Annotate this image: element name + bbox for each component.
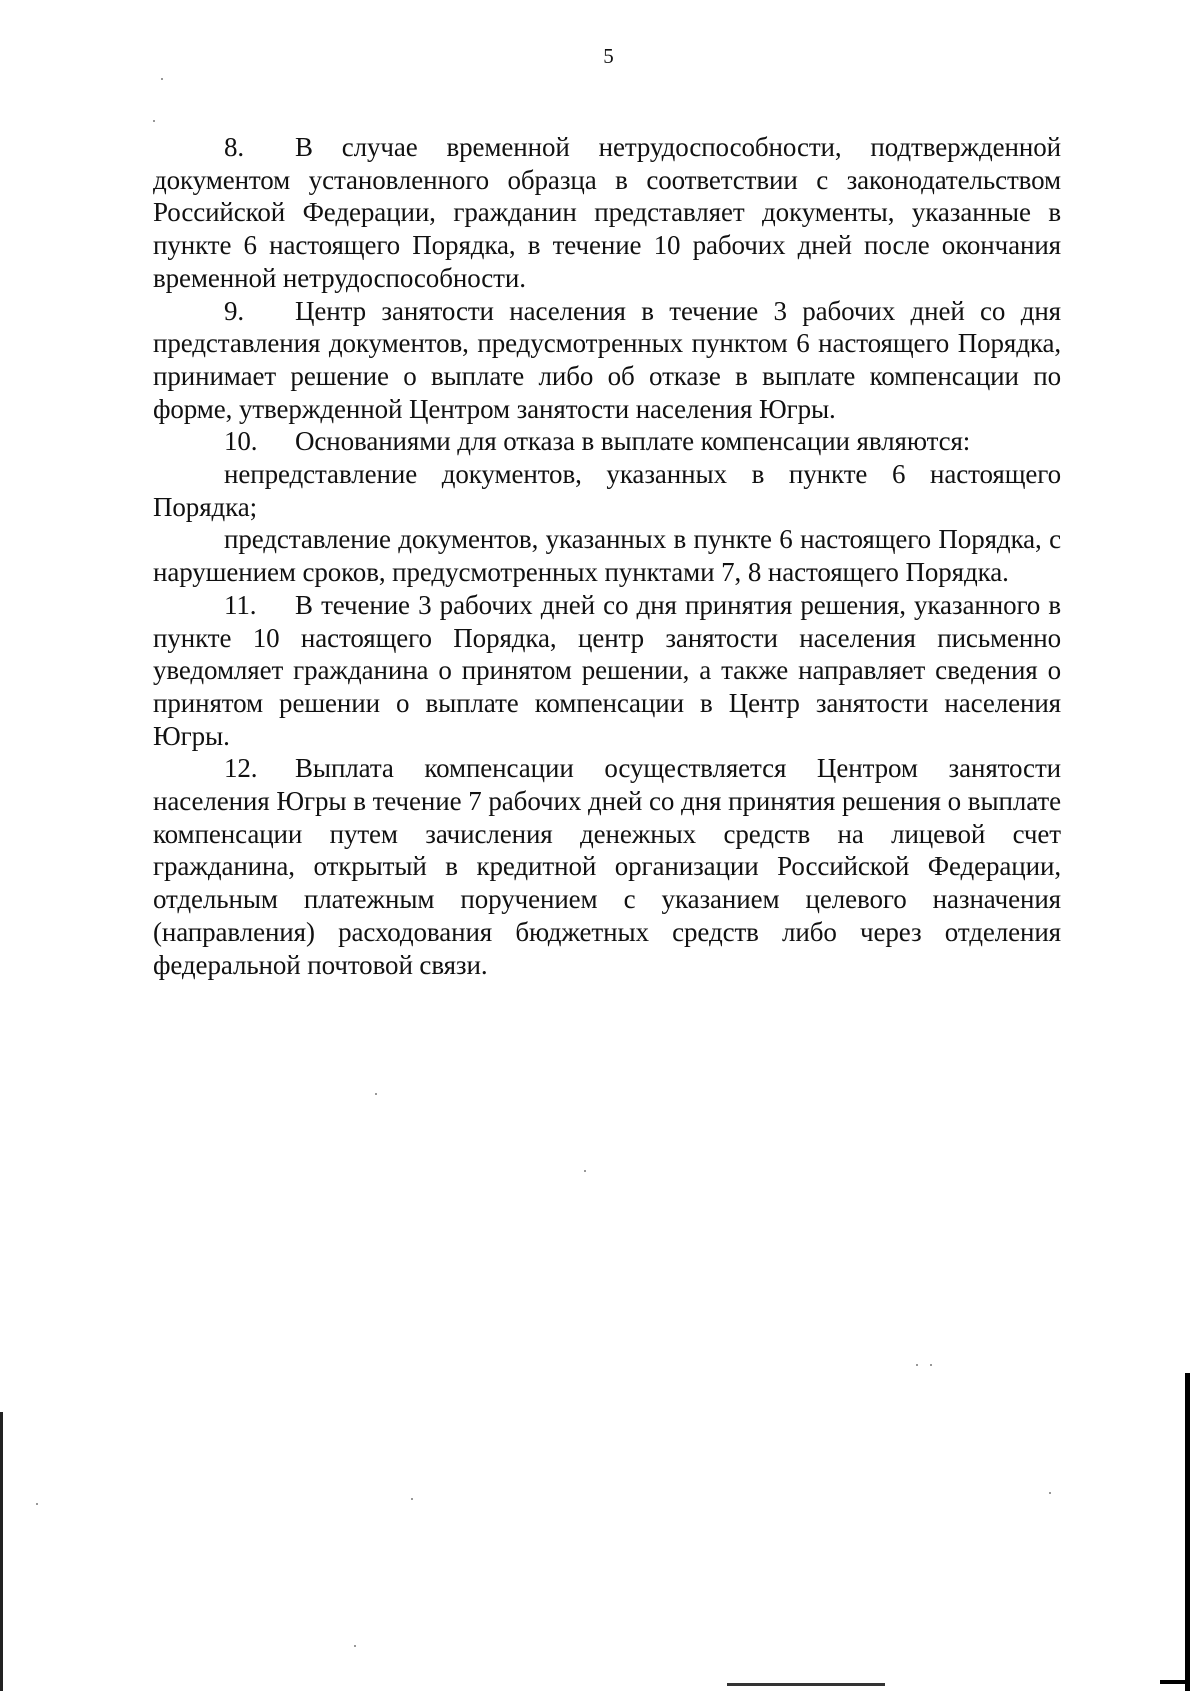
paragraph-text: Основаниями для отказа в выплате компенсации являются: — [295, 426, 971, 457]
scan-speck — [411, 1498, 413, 1500]
scan-speck — [916, 1364, 918, 1366]
scan-edge-right-foot — [1160, 1680, 1190, 1684]
paragraph-text: Выплата компенсации осуществляется Центром занятости населения Югры в течение 7 рабочих дней со дня принятия решения о выплате компенсации путем зачисления денежных средств на лицевой счет гражданина, открытый в кредитной организации Российской Федерации, отдельным платежным поручением с указанием целевого назначения (направления) расходования бюджетных средств либо через отделения федеральной почтовой связи. — [153, 753, 1061, 980]
scan-speck — [584, 1170, 586, 1172]
paragraph-text: Центр занятости населения в течение 3 рабочих дней со дня представления документов, предусмотренных пунктом 6 настоящего Порядка, принимает решение о выплате либо об отказе в выплате компенсации по форме, утвержденной Центром занятости населения Югры. — [153, 295, 1061, 424]
paragraph-text: В случае временной нетрудоспособности, подтвержденной документом установленного образца в соответствии с законодательством Российской Федерации, гражданин представляет документы, указанные в пункте 6 настоящего Порядка, в течение 10 рабочих дней после окончания временной нетрудоспособности. — [153, 132, 1061, 293]
scan-speck — [354, 1645, 356, 1647]
paragraph-10-item-2 — [153, 523, 1061, 588]
paragraph-10 — [153, 425, 1061, 458]
scan-speck — [36, 1503, 38, 1505]
paragraph-12 — [153, 752, 1061, 981]
paragraph-number: 12. — [224, 753, 258, 784]
scan-speck — [153, 120, 155, 122]
scan-edge-right — [1185, 1373, 1190, 1691]
paragraph-9 — [153, 295, 1061, 426]
paragraph-text: представление документов, указанных в пункте 6 настоящего Порядка, с нарушением сроков, предусмотренных пунктами 7, 8 настоящего Порядка. — [153, 524, 1061, 588]
document-body — [153, 131, 1061, 981]
paragraph-text: непредставление документов, указанных в пункте 6 настоящего Порядка; — [153, 459, 1061, 522]
scan-speck — [161, 78, 163, 80]
paragraph-8 — [153, 131, 1061, 295]
paragraph-number: 11. — [224, 589, 257, 620]
paragraph-text: В течение 3 рабочих дней со дня принятия решения, указанного в пункте 10 настоящего Порядка, центр занятости населения письменно уведомляет гражданина о принятом решении, а также направляет сведения о принятом решении о выплате компенсации в Центр занятости населения Югры. — [153, 589, 1061, 751]
scan-bottom-line — [727, 1683, 885, 1686]
paragraph-number: 9. — [224, 295, 245, 326]
paragraph-11 — [153, 589, 1061, 753]
scan-speck — [1049, 1492, 1051, 1494]
paragraph-number: 8. — [224, 132, 245, 162]
scan-speck — [930, 1364, 932, 1366]
scan-edge-left — [0, 1412, 3, 1691]
paragraph-number: 10. — [224, 426, 258, 457]
paragraph-10-item-1 — [153, 458, 1061, 523]
scan-speck — [375, 1093, 377, 1095]
page-number: 5 — [603, 44, 614, 68]
